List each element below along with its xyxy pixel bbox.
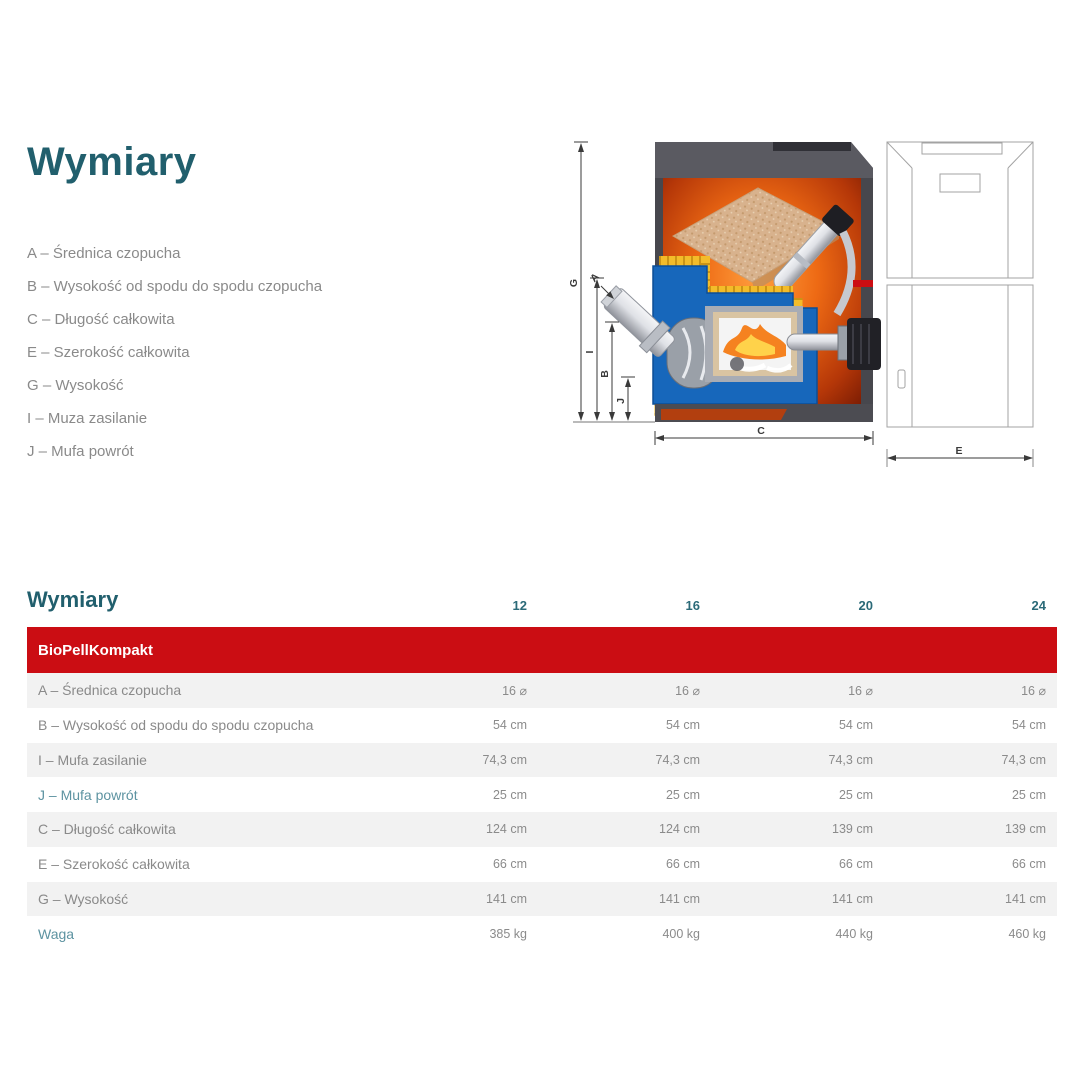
row-value: 54 cm: [1011, 718, 1046, 733]
row-value: 54 cm: [665, 718, 700, 733]
table-row: [27, 777, 1057, 812]
legend-item: J – Mufa powrót: [27, 443, 134, 460]
row-label: G – Wysokość: [38, 890, 129, 907]
legend-item: A – Średnica czopucha: [27, 245, 181, 262]
table-row: [27, 847, 1057, 882]
row-value: 141 cm: [832, 891, 873, 906]
table-column-header: 20: [858, 598, 873, 613]
row-value: 141 cm: [659, 891, 700, 906]
dimension-label-i: I: [584, 350, 596, 354]
row-label: I – Mufa zasilanie: [38, 751, 147, 768]
table-row: [27, 708, 1057, 743]
row-value: 16 ⌀: [1021, 683, 1046, 698]
row-value: 460 kg: [1008, 926, 1046, 941]
row-value: 440 kg: [835, 926, 873, 941]
boiler-outline-front: [887, 142, 1033, 427]
dimension-label-e: E: [955, 445, 963, 457]
row-label: C – Długość całkowita: [38, 821, 176, 838]
legend-item: C – Długość całkowita: [27, 311, 175, 328]
row-value: 66 cm: [1011, 857, 1046, 872]
table-title: Wymiary: [27, 587, 119, 612]
red-band: [853, 280, 873, 287]
row-value: 16 ⌀: [675, 683, 700, 698]
row-value: 385 kg: [489, 926, 527, 941]
dimensions-table-section: [27, 581, 1057, 951]
product-band: [27, 627, 1057, 673]
page-title: Wymiary: [27, 140, 197, 184]
table-row: [27, 743, 1057, 778]
dimension-label-g: G: [568, 278, 580, 288]
row-label: B – Wysokość od spodu do spodu czopucha: [38, 717, 314, 734]
table-column-header: 12: [512, 598, 527, 613]
table-column-header: 16: [685, 598, 700, 613]
dimension-label-a: A: [587, 270, 602, 285]
row-value: 74,3 cm: [828, 752, 873, 767]
row-value: 25 cm: [1011, 787, 1046, 802]
ash-drawer: [661, 409, 787, 420]
dimension-label-j: J: [615, 398, 627, 404]
display-panel: [940, 174, 980, 192]
row-value: 124 cm: [486, 822, 527, 837]
burner-tube: [787, 334, 845, 350]
row-value: 74,3 cm: [1001, 752, 1046, 767]
table-row: [27, 812, 1057, 847]
row-value: 139 cm: [1005, 822, 1046, 837]
row-value: 54 cm: [838, 718, 873, 733]
row-value: 141 cm: [486, 891, 527, 906]
row-label: A – Średnica czopucha: [38, 682, 182, 699]
row-value: 66 cm: [665, 857, 700, 872]
boiler-cutaway: [597, 142, 881, 422]
dimension-label-c: C: [757, 425, 765, 437]
table-column-header: 24: [1031, 598, 1046, 613]
table-row: [27, 882, 1057, 917]
row-value: 25 cm: [492, 787, 527, 802]
boiler-diagram-svg: [555, 128, 1075, 478]
row-value: 16 ⌀: [848, 683, 873, 698]
row-label: E – Szerokość całkowita: [38, 856, 190, 873]
row-label: J – Mufa powrót: [38, 786, 138, 803]
row-value: 139 cm: [832, 822, 873, 837]
dimension-legend: [27, 237, 322, 468]
row-value: 124 cm: [659, 822, 700, 837]
row-value: 16 ⌀: [502, 683, 527, 698]
dimension-label-b: B: [599, 370, 611, 378]
row-value: 66 cm: [492, 857, 527, 872]
table-body: [27, 673, 1057, 951]
legend-item: I – Muza zasilanie: [27, 410, 148, 427]
table-row: [27, 916, 1057, 951]
door-handle: [898, 370, 905, 388]
legend-item: B – Wysokość od spodu do spodu czopucha: [27, 278, 323, 295]
row-value: 74,3 cm: [655, 752, 700, 767]
row-value: 54 cm: [492, 718, 527, 733]
table-row: [27, 673, 1057, 708]
row-value: 141 cm: [1005, 891, 1046, 906]
legend-item: E – Szerokość całkowita: [27, 344, 190, 361]
row-value: 74,3 cm: [482, 752, 527, 767]
row-value: 400 kg: [662, 926, 700, 941]
product-name: BioPellKompakt: [38, 641, 154, 659]
table-header-row: [27, 581, 1057, 613]
row-value: 25 cm: [665, 787, 700, 802]
row-value: 25 cm: [838, 787, 873, 802]
row-value: 66 cm: [838, 857, 873, 872]
boiler-diagram: [555, 128, 1075, 478]
legend-item: G – Wysokość: [27, 377, 124, 394]
row-label: Waga: [38, 925, 75, 942]
